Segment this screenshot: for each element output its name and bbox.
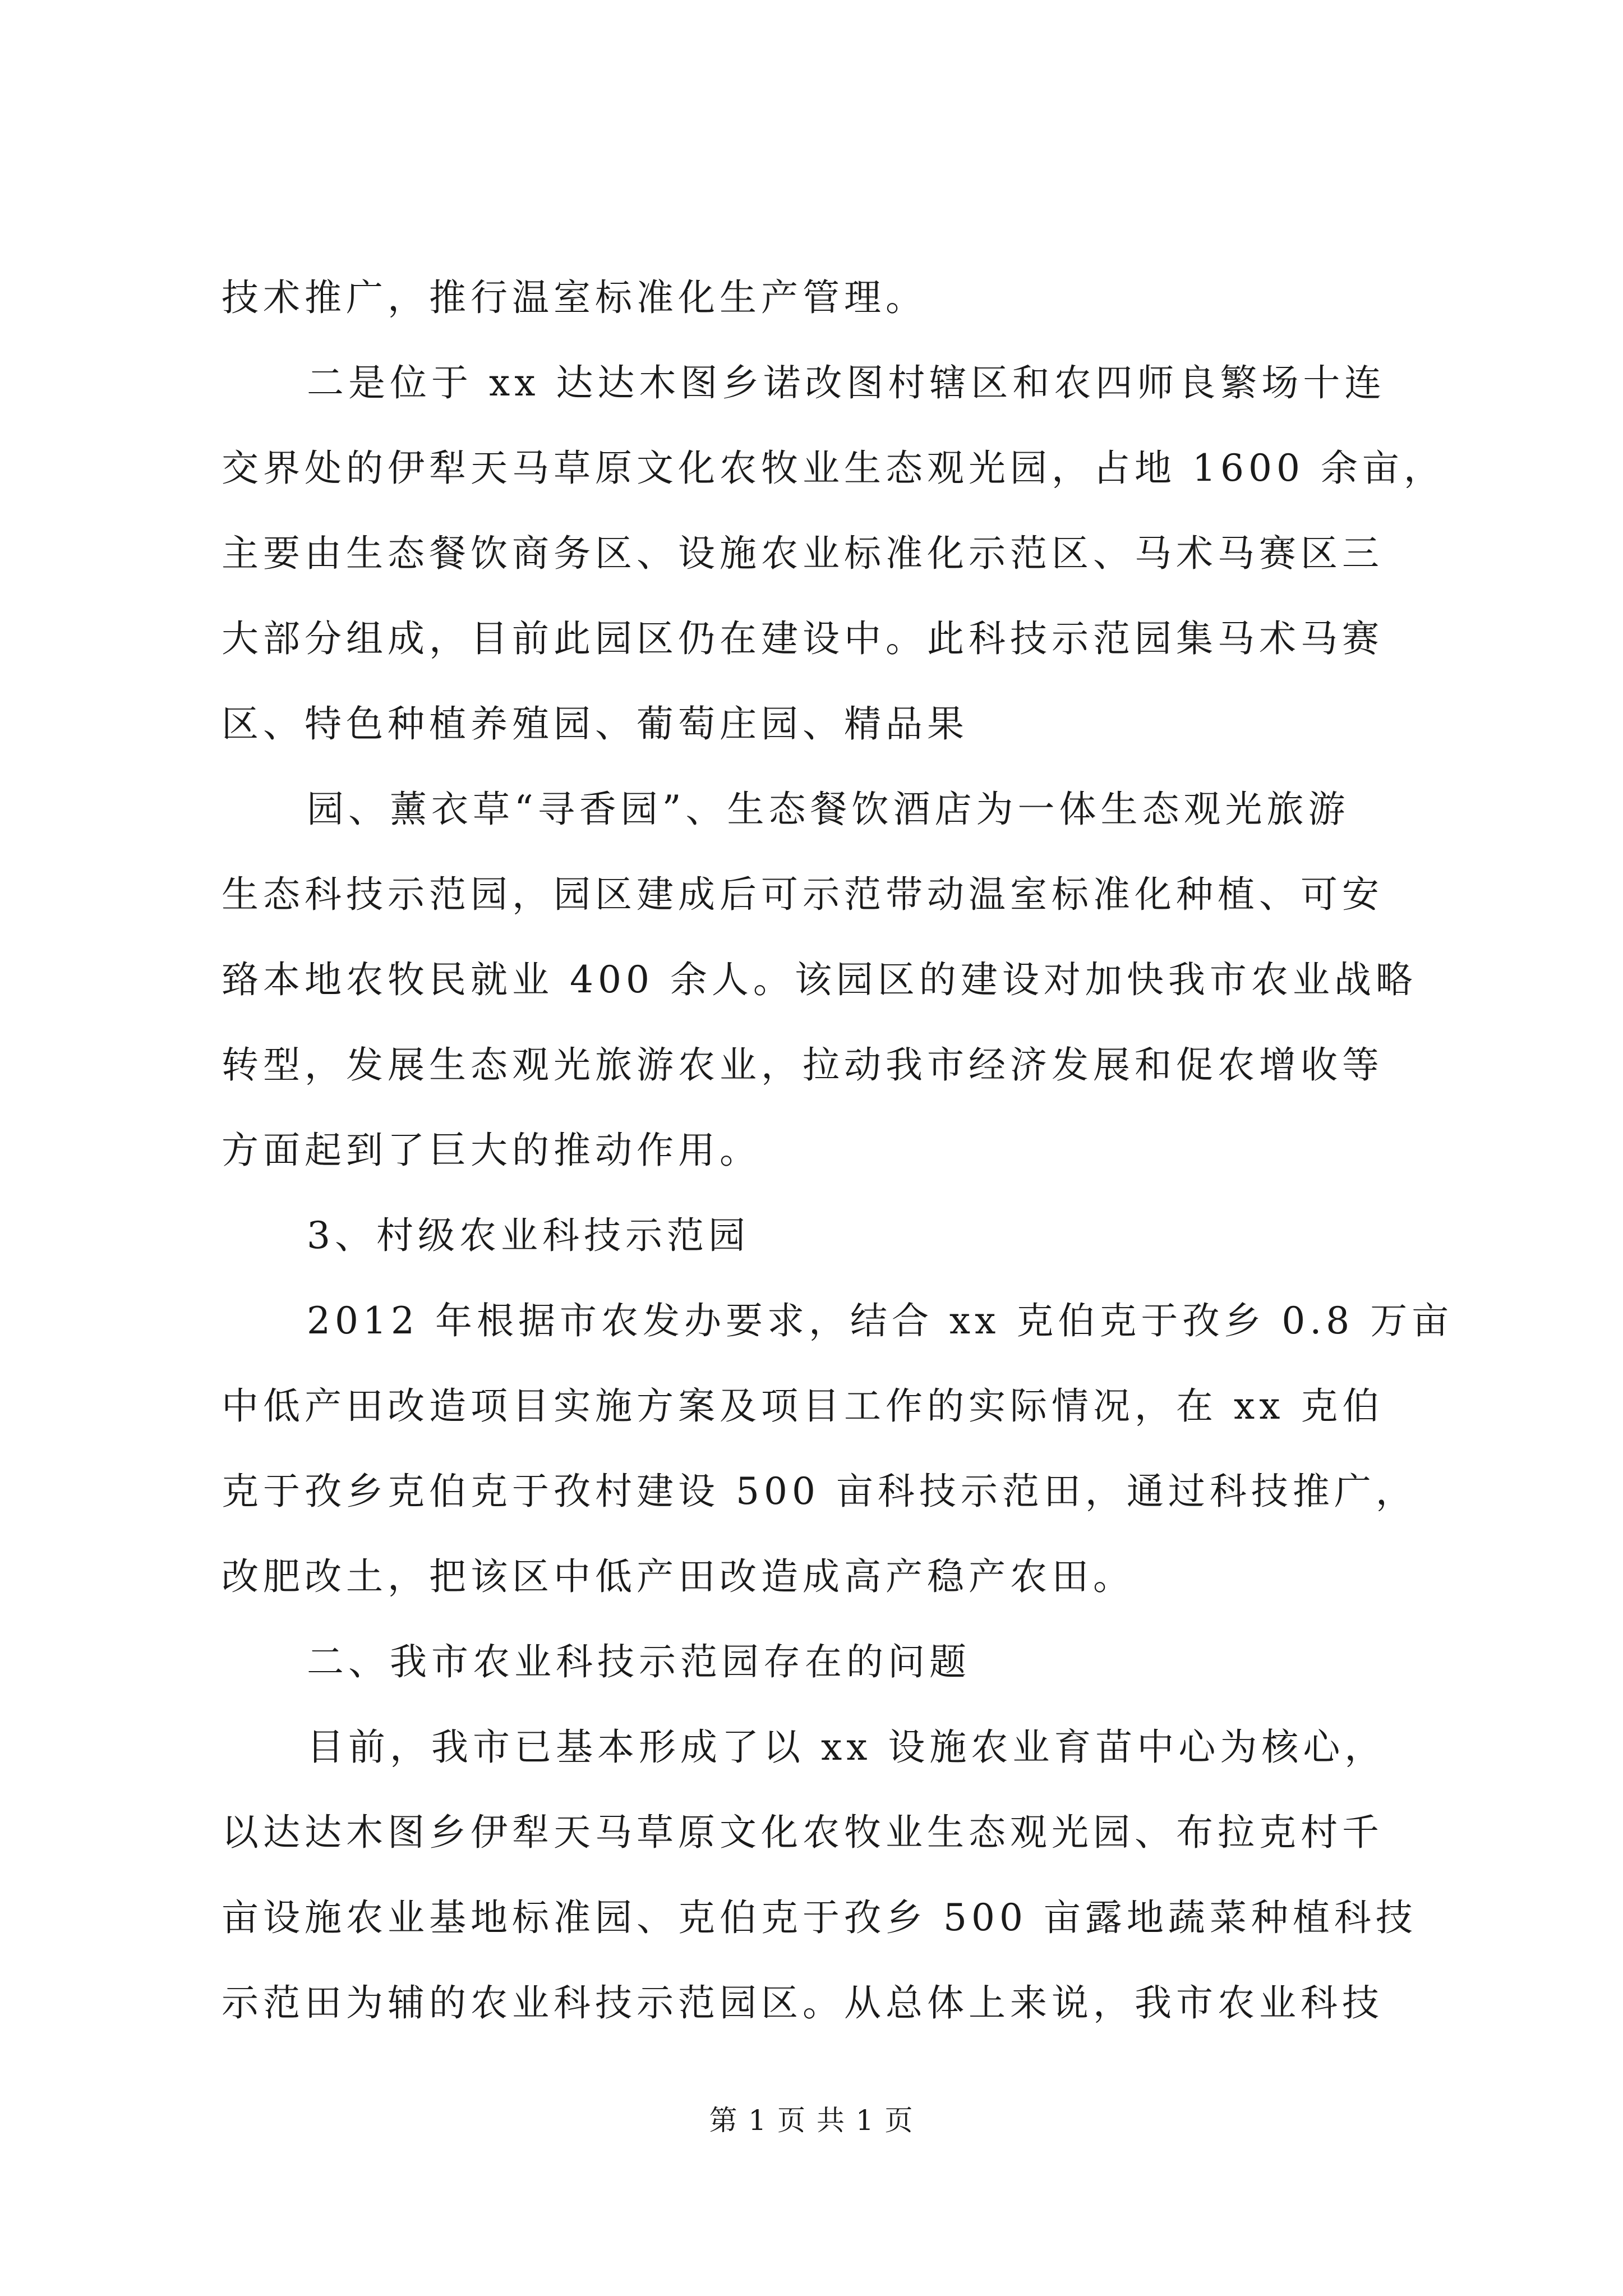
paragraph-line: 技术推广，推行温室标准化生产管理。 [222, 276, 927, 319]
paragraph-line: 生态科技示范园，园区建成后可示范带动温室标准化种植、可安 [222, 873, 1384, 916]
paragraph-line: 园、薰衣草“寻香园”、生态餐饮酒店为一体生态观光旅游 [307, 788, 1350, 831]
paragraph-line: 以达达木图乡伊犁天马草原文化农牧业生态观光园、布拉克村千 [222, 1811, 1384, 1854]
paragraph-line: 中低产田改造项目实施方案及项目工作的实际情况，在 xx 克伯 [222, 1384, 1384, 1428]
document-body [222, 255, 1454, 2046]
paragraph-line: 转型，发展生态观光旅游农业，拉动我市经济发展和促农增收等 [222, 1043, 1384, 1087]
paragraph-line: 2012 年根据市农发办要求，结合 xx 克伯克于孜乡 0.8 万亩 [307, 1299, 1454, 1342]
paragraph-line: 区、特色种植养殖园、葡萄庄园、精品果 [222, 702, 969, 746]
paragraph-line: 目前，我市已基本形成了以 xx 设施农业育苗中心为核心， [307, 1726, 1386, 1769]
paragraph-line: 交界处的伊犁天马草原文化农牧业生态观光园，占地 1600 余亩， [222, 447, 1445, 490]
paragraph-line: 方面起到了巨大的推动作用。 [222, 1129, 761, 1172]
page-number: 第 1 页 共 1 页 [709, 2104, 914, 2137]
paragraph-line: 臵本地农牧民就业 400 余人。该园区的建设对加快我市农业战略 [222, 958, 1417, 1001]
section-heading: 二、我市农业科技示范园存在的问题 [307, 1640, 971, 1683]
section-heading: 3、村级农业科技示范园 [307, 1214, 750, 1257]
paragraph-line: 大部分组成，目前此园区仍在建设中。此科技示范园集马术马赛 [222, 617, 1384, 660]
paragraph-line: 二是位于 xx 达达木图乡诺改图村辖区和农四师良繁场十连 [307, 361, 1386, 404]
paragraph-line: 主要由生态餐饮商务区、设施农业标准化示范区、马术马赛区三 [222, 532, 1384, 575]
paragraph-line: 改肥改土，把该区中低产田改造成高产稳产农田。 [222, 1555, 1135, 1598]
paragraph-line: 克于孜乡克伯克于孜村建设 500 亩科技示范田，通过科技推广， [222, 1470, 1417, 1513]
paragraph-line: 示范田为辅的农业科技示范园区。从总体上来说，我市农业科技 [222, 1981, 1384, 2024]
page-footer [0, 2101, 1623, 2140]
paragraph-line: 亩设施农业基地标准园、克伯克于孜乡 500 亩露地蔬菜种植科技 [222, 1896, 1417, 1939]
